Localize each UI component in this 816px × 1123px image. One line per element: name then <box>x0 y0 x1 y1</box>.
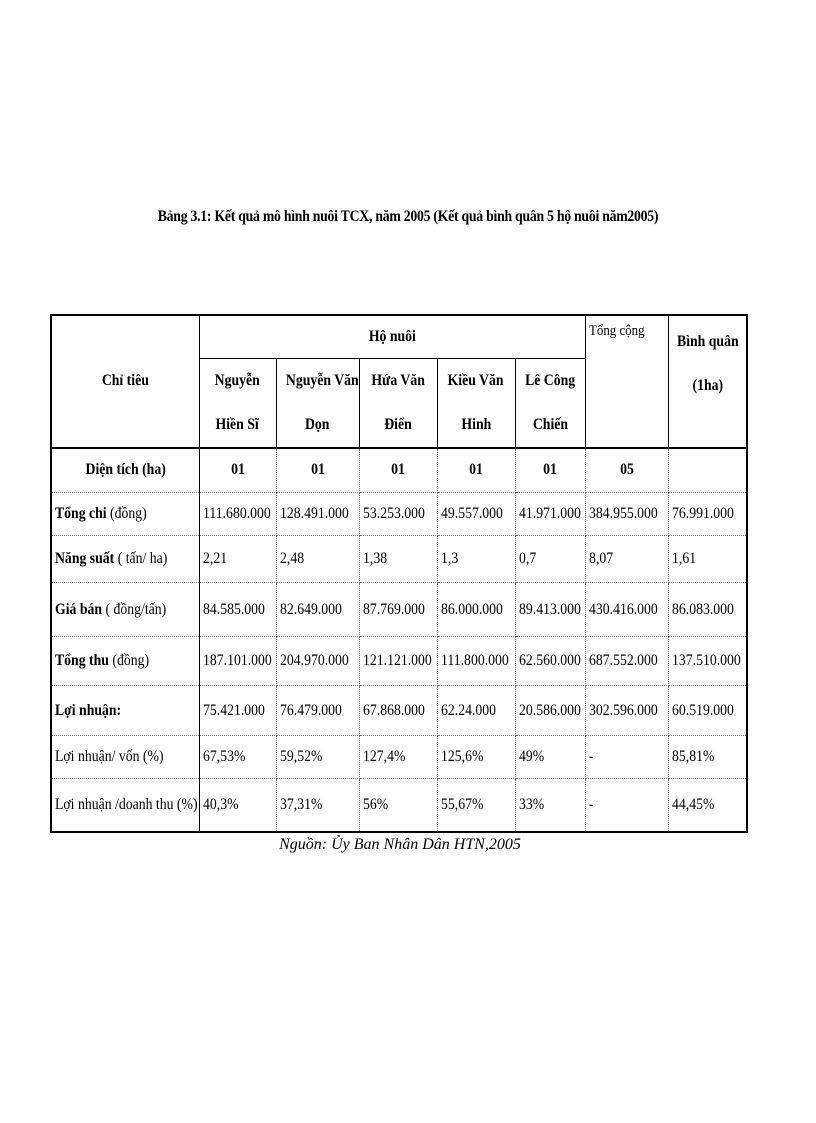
table-cell: 33% <box>515 779 585 832</box>
table-cell: 89.413.000 <box>515 583 585 637</box>
table-cell: 121.121.000 <box>359 637 437 686</box>
table-cell: 86.083.000 <box>668 583 747 637</box>
table-cell: 01 <box>437 448 515 493</box>
table-cell: 1,61 <box>668 536 747 583</box>
table-cell: 44,45% <box>668 779 747 832</box>
row-label: Diện tích (ha) <box>51 448 199 493</box>
row-label: Năng suất ( tấn/ ha) <box>51 536 199 583</box>
header-tong-cong: Tổng cộng <box>585 315 668 448</box>
household-3: Hứa Văn Điển <box>359 358 437 448</box>
table-cell: 111.680.000 <box>199 493 276 536</box>
table-cell: 55,67% <box>437 779 515 832</box>
table-cell: 01 <box>199 448 276 493</box>
table-cell: 687.552.000 <box>585 637 668 686</box>
table-cell: 76.479.000 <box>276 686 359 736</box>
table-cell: 127,4% <box>359 736 437 779</box>
table-cell: 05 <box>585 448 668 493</box>
table-cell: 62.24.000 <box>437 686 515 736</box>
table-cell: 0,7 <box>515 536 585 583</box>
table-row <box>51 736 747 779</box>
table-cell: 01 <box>515 448 585 493</box>
table-cell: 1,3 <box>437 536 515 583</box>
table-row <box>51 536 747 583</box>
table-cell: 20.586.000 <box>515 686 585 736</box>
table-cell: 56% <box>359 779 437 832</box>
header-ho-nuoi: Hộ nuôi <box>199 315 585 358</box>
table-cell: 87.769.000 <box>359 583 437 637</box>
row-label: Tổng chi (đồng) <box>51 493 199 536</box>
table-cell: 128.491.000 <box>276 493 359 536</box>
household-2: Nguyễn Văn Dọn <box>276 358 359 448</box>
table-cell: 76.991.000 <box>668 493 747 536</box>
table-cell: - <box>585 779 668 832</box>
table-cell: 01 <box>276 448 359 493</box>
table-row <box>51 448 747 493</box>
header-chi-tieu: Chỉ tiêu <box>51 315 199 448</box>
source-note: Nguồn: Ủy Ban Nhân Dân HTN,2005 <box>279 836 521 853</box>
table-cell <box>668 448 747 493</box>
table-cell: 67.868.000 <box>359 686 437 736</box>
table-cell: 67,53% <box>199 736 276 779</box>
table-cell: 40,3% <box>199 779 276 832</box>
household-1: Nguyễn Hiền Sĩ <box>199 358 276 448</box>
table-cell: 53.253.000 <box>359 493 437 536</box>
table-cell: 8,07 <box>585 536 668 583</box>
table-row <box>51 686 747 736</box>
table-cell: 302.596.000 <box>585 686 668 736</box>
table-row <box>51 637 747 686</box>
table-cell: 82.649.000 <box>276 583 359 637</box>
row-label: Lợi nhuận /doanh thu (%) <box>51 779 199 832</box>
table-caption: Bảng 3.1: Kết quả mô hình nuôi TCX, năm 2005 (Kết quả bình quân 5 hộ nuôi năm2005) <box>157 208 659 225</box>
table-cell: 37,31% <box>276 779 359 832</box>
table-cell: 62.560.000 <box>515 637 585 686</box>
table-cell: 187.101.000 <box>199 637 276 686</box>
results-table <box>50 314 748 833</box>
table-cell: 2,48 <box>276 536 359 583</box>
table-cell: 384.955.000 <box>585 493 668 536</box>
table-cell: 1,38 <box>359 536 437 583</box>
table-cell: 75.421.000 <box>199 686 276 736</box>
table-cell: 125,6% <box>437 736 515 779</box>
table-cell: - <box>585 736 668 779</box>
row-label: Tổng thu (đồng) <box>51 637 199 686</box>
table-cell: 41.971.000 <box>515 493 585 536</box>
table-cell: 49% <box>515 736 585 779</box>
header-binh-quan: Bình quân (1ha) <box>668 315 747 448</box>
table-cell: 60.519.000 <box>668 686 747 736</box>
table-cell: 137.510.000 <box>668 637 747 686</box>
table-cell: 111.800.000 <box>437 637 515 686</box>
table-cell: 01 <box>359 448 437 493</box>
table-cell: 86.000.000 <box>437 583 515 637</box>
table-row <box>51 779 747 832</box>
table-cell: 85,81% <box>668 736 747 779</box>
row-label: Lợi nhuận: <box>51 686 199 736</box>
table-cell: 430.416.000 <box>585 583 668 637</box>
table-cell: 204.970.000 <box>276 637 359 686</box>
household-5: Lê Công Chiến <box>515 358 585 448</box>
table-cell: 2,21 <box>199 536 276 583</box>
table-cell: 59,52% <box>276 736 359 779</box>
table-cell: 49.557.000 <box>437 493 515 536</box>
table-row <box>51 583 747 637</box>
row-label: Giá bán ( đồng/tấn) <box>51 583 199 637</box>
table-row <box>51 493 747 536</box>
row-label: Lợi nhuận/ vốn (%) <box>51 736 199 779</box>
household-4: Kiều Văn Hinh <box>437 358 515 448</box>
table-cell: 84.585.000 <box>199 583 276 637</box>
